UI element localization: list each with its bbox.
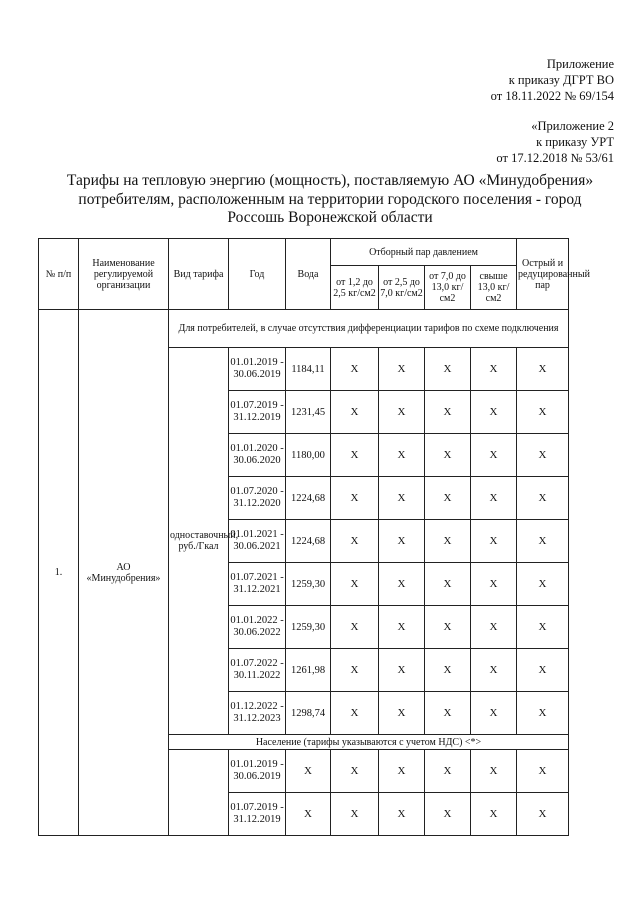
- col-header-steam-group: Отборный пар давлением: [331, 239, 517, 266]
- col-header-pressure-1: от 1,2 до 2,5 кг/см2: [331, 266, 379, 310]
- x-cell: X: [425, 750, 471, 793]
- x-cell: X: [331, 477, 379, 520]
- x-cell: X: [379, 793, 425, 836]
- x-cell: X: [379, 348, 425, 391]
- col-header-pressure-2: от 2,5 до 7,0 кг/см2: [379, 266, 425, 310]
- x-cell: X: [471, 520, 517, 563]
- x-cell: X: [379, 520, 425, 563]
- x-cell: X: [517, 692, 569, 735]
- x-cell: X: [379, 692, 425, 735]
- approval-header: [491, 56, 614, 104]
- x-cell: X: [471, 563, 517, 606]
- x-cell: X: [517, 750, 569, 793]
- x-cell: X: [425, 477, 471, 520]
- water-value-cell: 1184,11: [286, 348, 331, 391]
- col-header-sharp-steam: Острый и редуцированный пар: [517, 239, 569, 310]
- col-header-water: Вода: [286, 239, 331, 310]
- period-cell: 01.12.2022 - 31.12.2023: [229, 692, 286, 735]
- period-cell: 01.07.2019 - 31.12.2019: [229, 793, 286, 836]
- period-cell: 01.01.2019 - 30.06.2019: [229, 750, 286, 793]
- section-row: [39, 310, 569, 348]
- water-value-cell: 1224,68: [286, 477, 331, 520]
- tariff-type-cell-empty: [169, 750, 229, 836]
- water-value-cell: 1180,00: [286, 434, 331, 477]
- header-row: [39, 239, 569, 266]
- x-cell: X: [379, 750, 425, 793]
- organization-cell: АО «Минудобрения»: [79, 310, 169, 836]
- document-title: Тарифы на тепловую энергию (мощность), поставляемую АО «Минудобрения» потребителям, расположенным на территории городского поселения - город Россошь Воронежской области: [66, 172, 594, 226]
- x-cell: X: [331, 520, 379, 563]
- x-cell: X: [379, 391, 425, 434]
- water-value-cell: X: [286, 750, 331, 793]
- x-cell: X: [425, 434, 471, 477]
- period-cell: 01.07.2020 - 31.12.2020: [229, 477, 286, 520]
- x-cell: X: [331, 391, 379, 434]
- header-line: к приказу УРТ: [536, 135, 614, 149]
- header-line: к приказу ДГРТ ВО: [508, 73, 614, 87]
- x-cell: X: [425, 520, 471, 563]
- x-cell: X: [517, 793, 569, 836]
- x-cell: X: [471, 477, 517, 520]
- x-cell: X: [425, 692, 471, 735]
- header-line: Приложение: [546, 57, 614, 71]
- x-cell: X: [471, 434, 517, 477]
- x-cell: X: [331, 793, 379, 836]
- period-cell: 01.07.2022 - 30.11.2022: [229, 649, 286, 692]
- x-cell: X: [331, 348, 379, 391]
- section-title: Для потребителей, в случае отсутствия дифференциации тарифов по схеме подключения: [169, 310, 569, 348]
- water-value-cell: 1259,30: [286, 563, 331, 606]
- x-cell: X: [471, 348, 517, 391]
- period-cell: 01.01.2020 - 30.06.2020: [229, 434, 286, 477]
- period-cell: 01.01.2019 - 30.06.2019: [229, 348, 286, 391]
- x-cell: X: [425, 348, 471, 391]
- x-cell: X: [331, 606, 379, 649]
- period-cell: 01.07.2019 - 31.12.2019: [229, 391, 286, 434]
- x-cell: X: [425, 649, 471, 692]
- x-cell: X: [471, 793, 517, 836]
- x-cell: X: [517, 649, 569, 692]
- x-cell: X: [471, 606, 517, 649]
- x-cell: X: [425, 563, 471, 606]
- header-line: от 17.12.2018 № 53/61: [496, 151, 614, 165]
- x-cell: X: [379, 649, 425, 692]
- tariff-table: [38, 238, 590, 836]
- x-cell: X: [331, 649, 379, 692]
- x-cell: X: [379, 477, 425, 520]
- x-cell: X: [331, 750, 379, 793]
- x-cell: X: [425, 793, 471, 836]
- water-value-cell: 1259,30: [286, 606, 331, 649]
- period-cell: 01.01.2022 - 30.06.2022: [229, 606, 286, 649]
- col-header-type: Вид тарифа: [169, 239, 229, 310]
- col-header-pressure-4: свыше 13,0 кг/см2: [471, 266, 517, 310]
- x-cell: X: [517, 434, 569, 477]
- col-header-num: № п/п: [39, 239, 79, 310]
- period-cell: 01.01.2021 - 30.06.2021: [229, 520, 286, 563]
- water-value-cell: 1224,68: [286, 520, 331, 563]
- x-cell: X: [331, 434, 379, 477]
- x-cell: X: [331, 692, 379, 735]
- header-line: от 18.11.2022 № 69/154: [490, 89, 614, 103]
- appendix-header: [496, 118, 614, 166]
- water-value-cell: 1231,45: [286, 391, 331, 434]
- x-cell: X: [517, 477, 569, 520]
- x-cell: X: [471, 750, 517, 793]
- water-value-cell: 1261,98: [286, 649, 331, 692]
- x-cell: X: [517, 606, 569, 649]
- section-title: Население (тарифы указываются с учетом НДС) <*>: [169, 735, 569, 750]
- x-cell: X: [517, 520, 569, 563]
- period-cell: 01.07.2021 - 31.12.2021: [229, 563, 286, 606]
- water-value-cell: 1298,74: [286, 692, 331, 735]
- x-cell: X: [471, 391, 517, 434]
- col-header-pressure-3: от 7,0 до 13,0 кг/см2: [425, 266, 471, 310]
- col-header-org: Наименование регулируемой организации: [79, 239, 169, 310]
- tariff-type-cell: одноставочный, руб./Гкал: [169, 348, 229, 735]
- x-cell: X: [517, 563, 569, 606]
- water-value-cell: X: [286, 793, 331, 836]
- x-cell: X: [425, 606, 471, 649]
- x-cell: X: [471, 649, 517, 692]
- x-cell: X: [379, 606, 425, 649]
- x-cell: X: [331, 563, 379, 606]
- x-cell: X: [379, 563, 425, 606]
- x-cell: X: [379, 434, 425, 477]
- col-header-year: Год: [229, 239, 286, 310]
- header-line: «Приложение 2: [531, 119, 614, 133]
- x-cell: X: [425, 391, 471, 434]
- x-cell: X: [471, 692, 517, 735]
- row-number-cell: 1.: [39, 310, 79, 836]
- x-cell: X: [517, 391, 569, 434]
- x-cell: X: [517, 348, 569, 391]
